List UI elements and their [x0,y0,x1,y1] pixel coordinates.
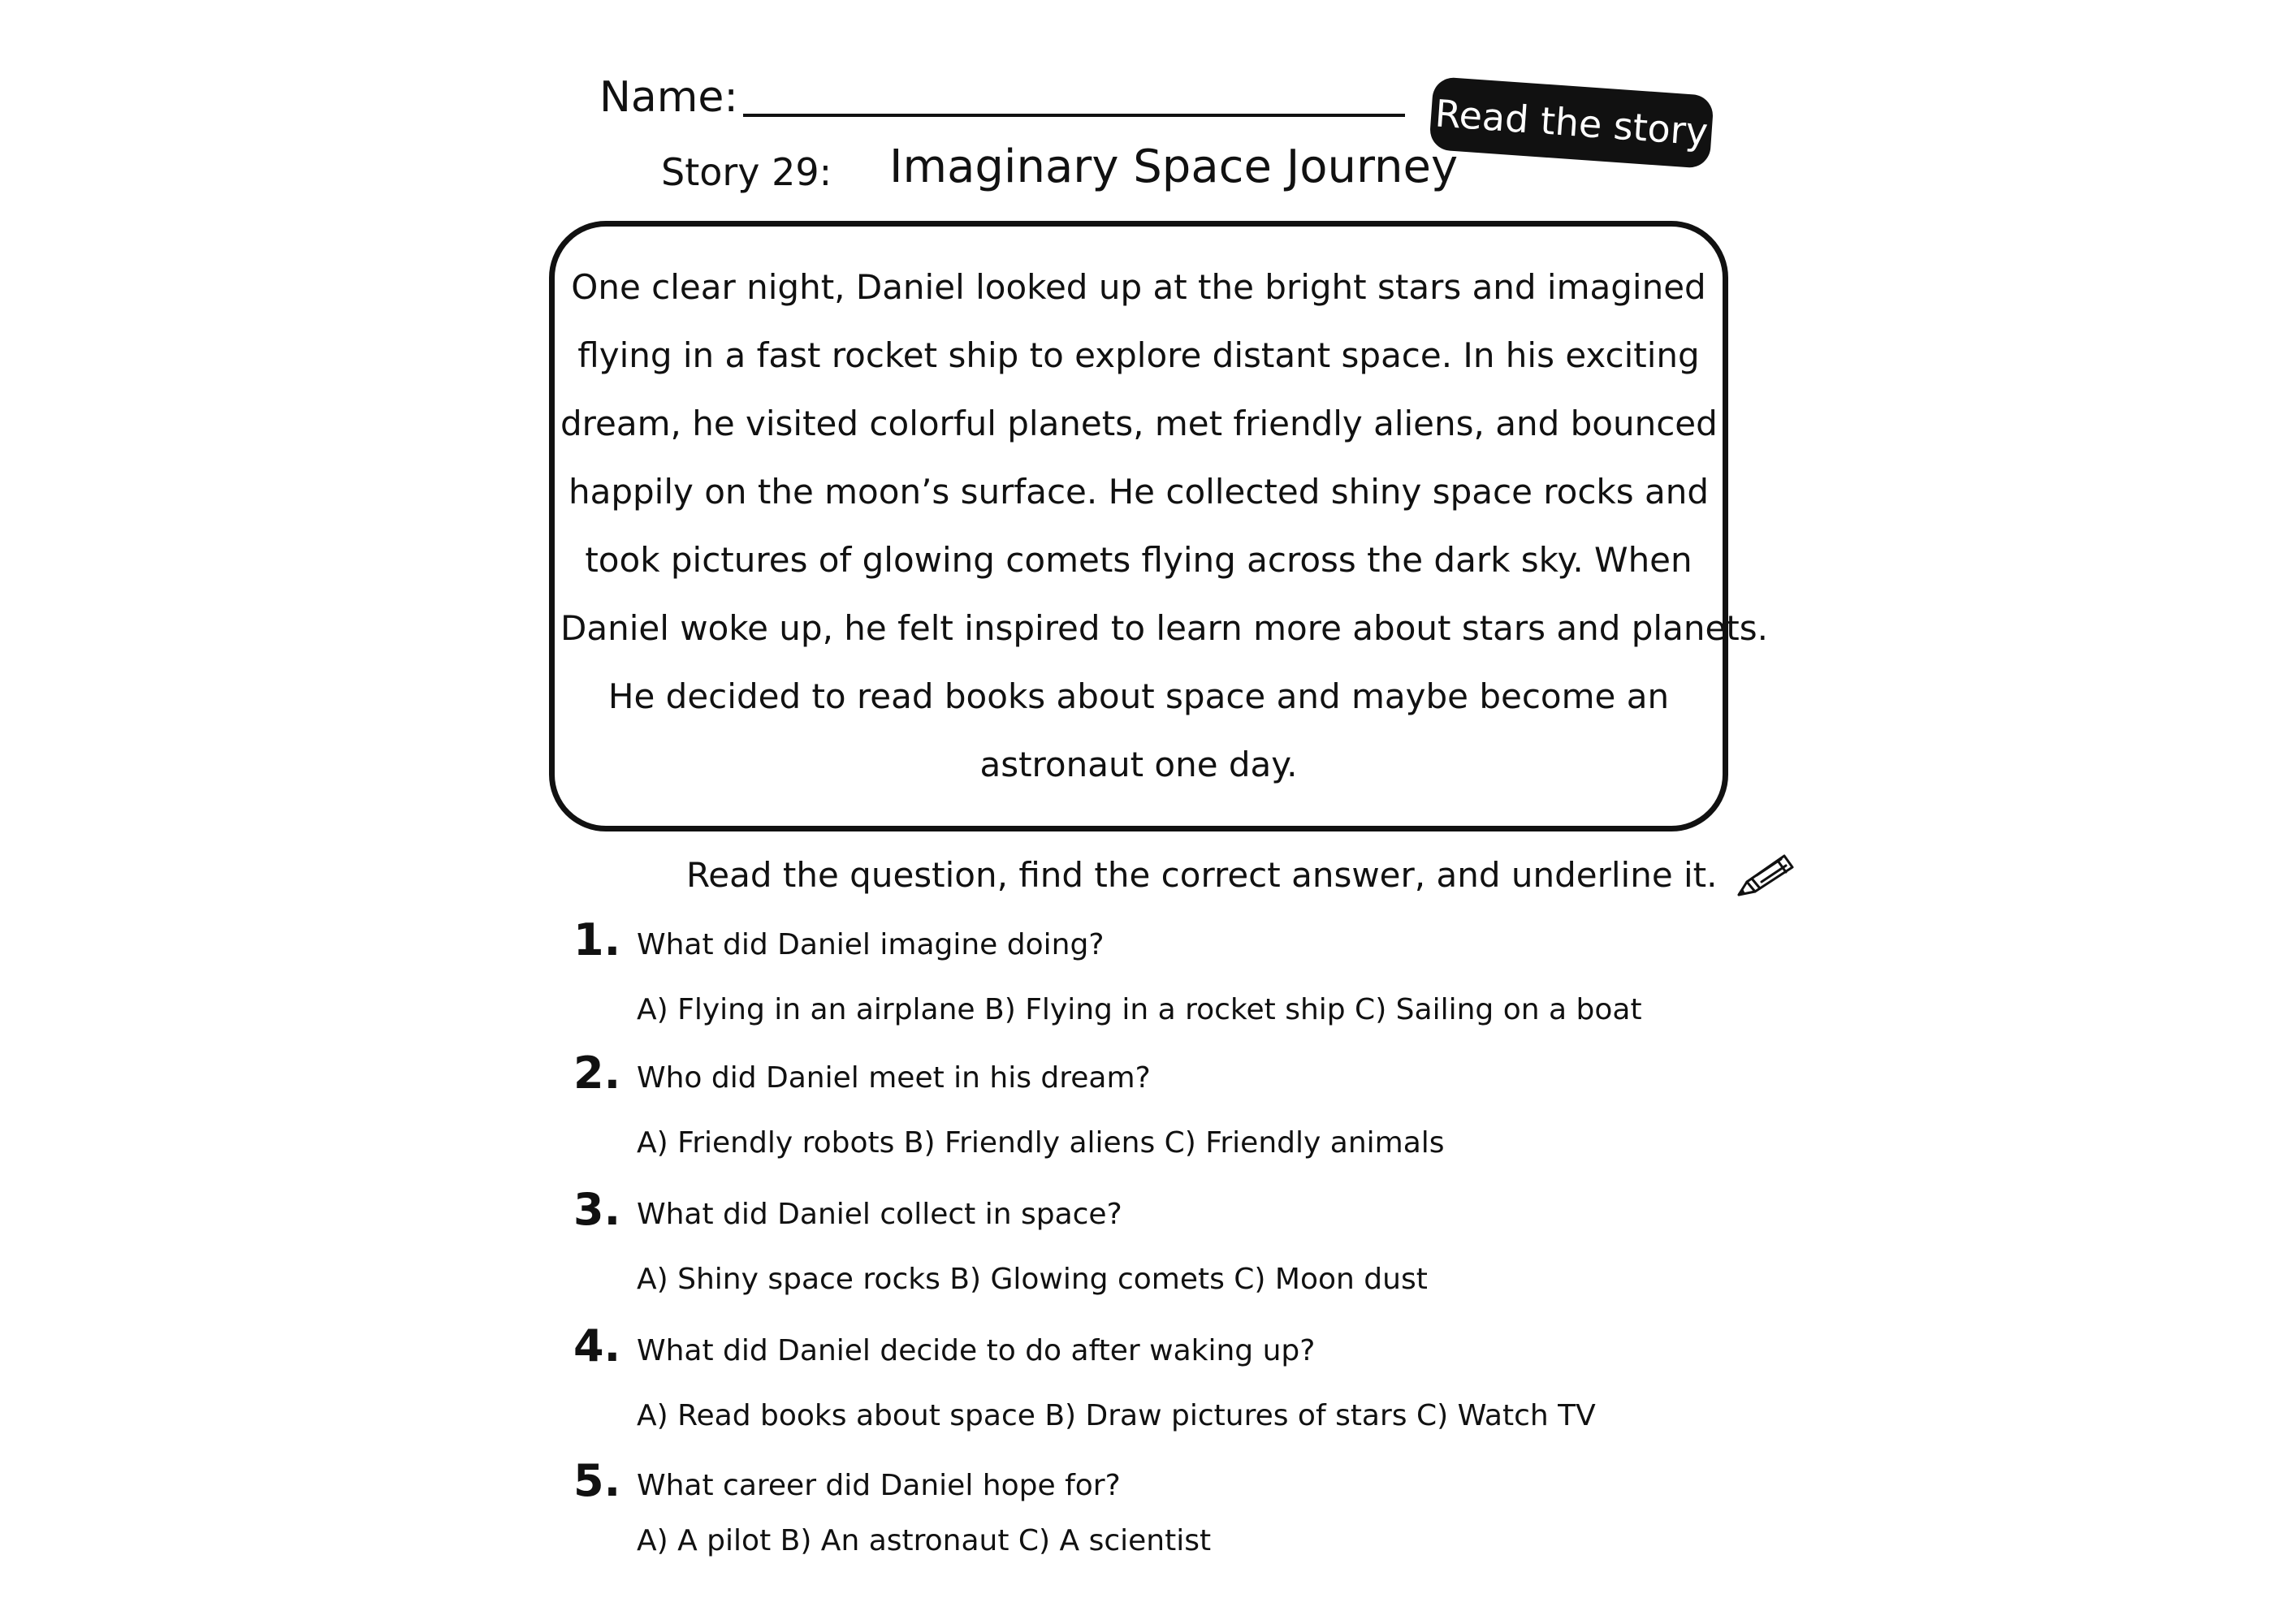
story-line: flying in a fast rocket ship to explore distant space. In his exciting [577,335,1700,375]
badge-label: Read the story [1433,91,1710,154]
question-number: 5. [573,1455,621,1506]
question-number: 1. [573,914,621,965]
instruction-text: Read the question, find the correct answer, and underline it. [686,855,1718,895]
question-number: 3. [573,1184,621,1235]
story-line: He decided to read books about space and maybe become an [607,676,1670,716]
answer-options[interactable]: A) A pilot B) An astronaut C) A scientist [637,1524,1212,1557]
story-line: One clear night, Daniel looked up at the bright stars and imagined [571,267,1706,307]
question-text: What did Daniel decide to do after waking up? [637,1334,1316,1367]
question-text: What career did Daniel hope for? [637,1469,1121,1502]
question-text: Who did Daniel meet in his dream? [637,1061,1151,1095]
read-the-story-badge [1429,76,1714,169]
instruction-row [686,849,1799,901]
answer-options[interactable]: A) Shiny space rocks B) Glowing comets C) Moon dust [637,1263,1428,1296]
story-title: Imaginary Space Journey [889,140,1459,193]
answer-options[interactable]: A) Flying in an airplane B) Flying in a rocket ship C) Sailing on a boat [637,993,1642,1026]
question-number: 2. [573,1047,621,1099]
story-number: Story 29: [661,150,832,194]
name-label: Name: [599,73,738,122]
story-line: dream, he visited colorful planets, met friendly aliens, and bounced [560,404,1718,443]
question-text: What did Daniel imagine doing? [637,928,1105,961]
name-blank-line[interactable] [743,114,1405,117]
story-line: astronaut one day. [979,745,1298,784]
story-line: Daniel woke up, he felt inspired to learn more about stars and planets. [560,608,1769,648]
answer-options[interactable]: A) Friendly robots B) Friendly aliens C) Friendly animals [637,1126,1445,1160]
question-text: What did Daniel collect in space? [637,1198,1122,1231]
name-row [599,71,1405,123]
story-line: took pictures of glowing comets flying across the dark sky. When [585,540,1693,580]
story-line: happily on the moon’s surface. He collected shiny space rocks and [568,472,1709,512]
pencil-icon [1732,849,1799,901]
question-number: 4. [573,1320,621,1371]
answer-options[interactable]: A) Read books about space B) Draw pictures of stars C) Watch TV [637,1399,1596,1432]
